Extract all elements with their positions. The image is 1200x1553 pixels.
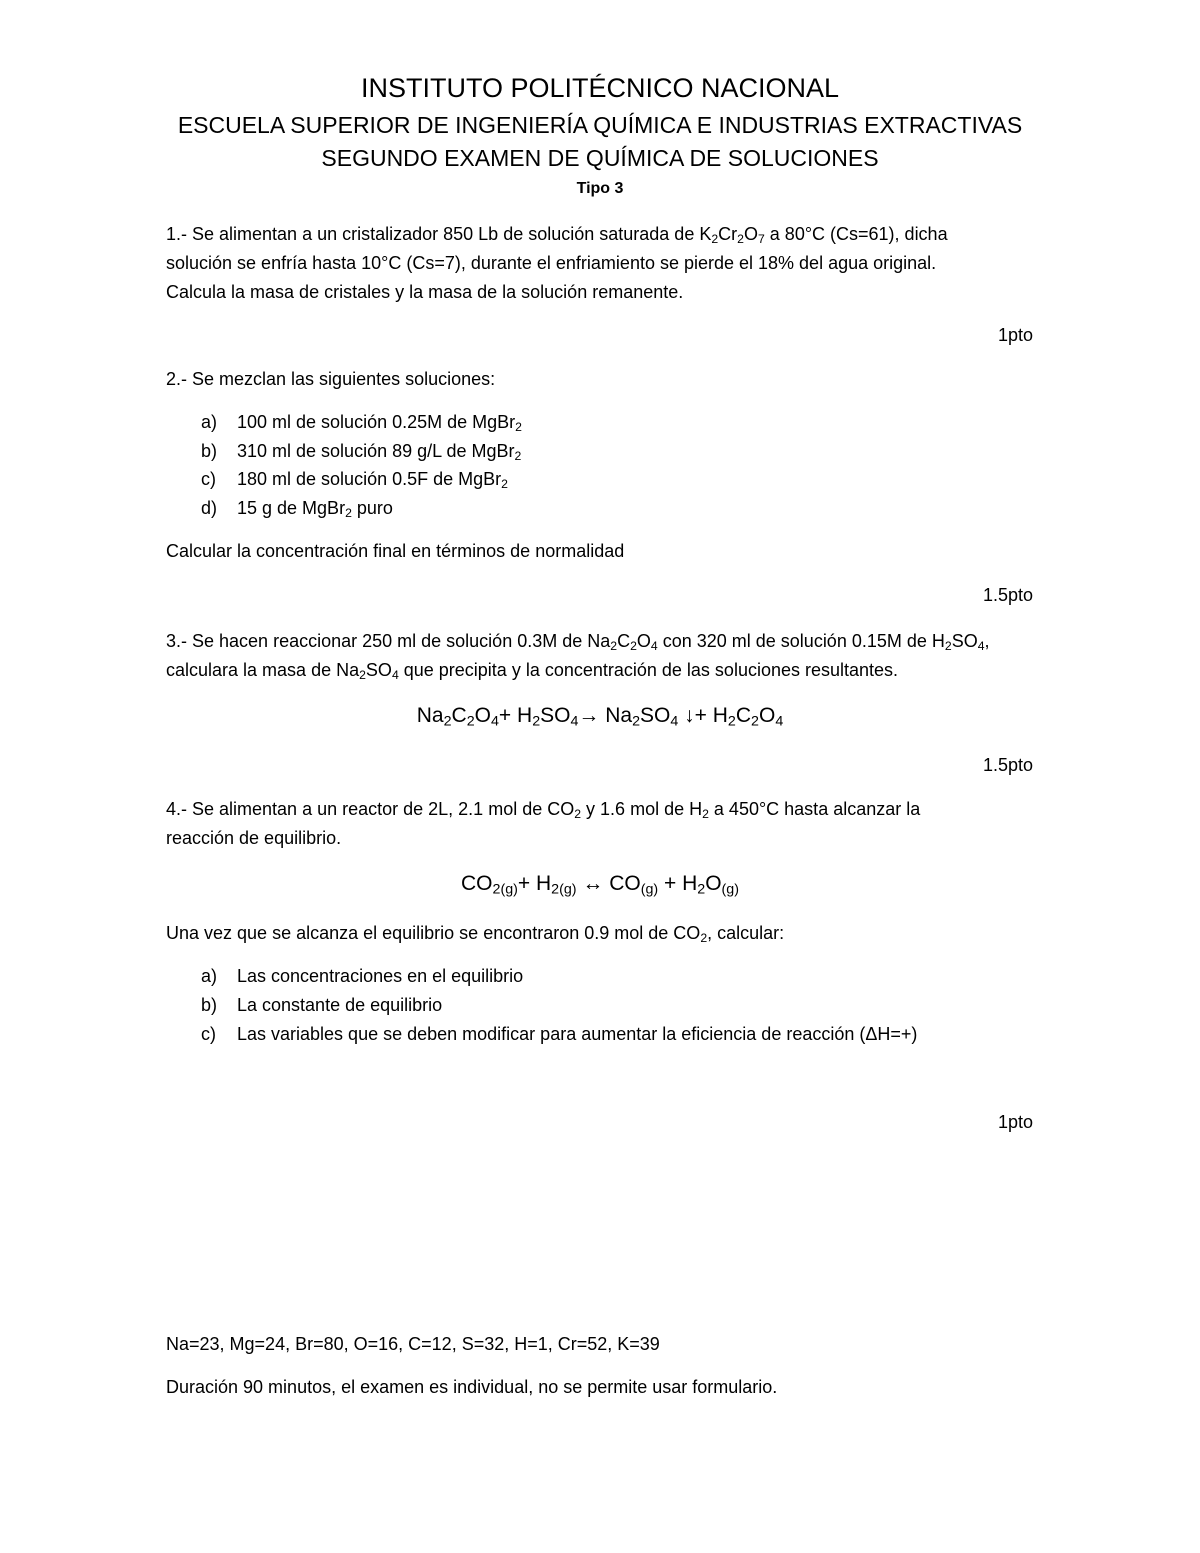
q4-ask: Una vez que se alcanza el equilibrio se encontraron 0.9 mol de $CO_2$, calcular: [166, 923, 785, 946]
q2-ask: Calcular la concentración final en términos de normalidad [166, 541, 625, 561]
atomic-masses: Na=23, Mg=24, Br=80, O=16, C=12, S=32, H=1, Cr=52, K=39 [166, 1334, 660, 1354]
q2-points: 1.5pto [982, 585, 1033, 605]
institution-title: INSTITUTO POLITÉCNICO NACIONAL [360, 73, 840, 103]
q4-points: 1pto [997, 1112, 1033, 1132]
exam-type: Tipo 3 [576, 180, 624, 197]
q2-item-b: b) 310 ml de solución 89 g/L de MgBr$_2$ [201, 441, 522, 464]
q1-line-2: solución se enfría hasta 10°C (Cs=7), durante el enfriamiento se pierde el 18% del agua original. [166, 253, 937, 273]
q4-item-c: c) Las variables que se deben modificar para aumentar la eficiencia de reacción (ΔH=+) [201, 1024, 918, 1044]
exam-duration-note: Duración 90 minutos, el examen es individual, no se permite usar formulario. [166, 1377, 778, 1397]
school-title: ESCUELA SUPERIOR DE INGENIERÍA QUÍMICA E INDUSTRIAS EXTRACTIVAS [177, 112, 1023, 138]
q4-line-2: reacción de equilibrio. [166, 828, 342, 848]
q1-points: 1pto [997, 325, 1033, 345]
q4-equation: $CO_{2(g)}+ H_{2(g)}$ ↔ $CO_{(g)} + H_2O_{(g)}$ [461, 872, 739, 898]
q2-item-a: a) 100 ml de solución 0.25M de MgBr$_2$ [201, 412, 522, 435]
q3-points: 1.5pto [982, 755, 1033, 775]
q4-item-a: a) Las concentraciones en el equilibrio [201, 966, 524, 986]
q3-equation: $Na_2C_2O_4+ H_2SO_4\to Na_2SO_4$ ↓+ $H_2C_2O_4$ [416, 704, 784, 730]
q2-item-c: c) 180 ml de solución 0.5F de MgBr$_2$ [201, 469, 508, 492]
q4-line-1: 4.- Se alimentan a un reactor de 2L, 2.1 mol de $CO_2$ y 1.6 mol de $H_2$ a 450°C hasta alcanzar la [166, 799, 921, 822]
q4-item-b: b) La constante de equilibrio [201, 995, 443, 1015]
q1-line-3: Calcula la masa de cristales y la masa de la solución remanente. [166, 282, 684, 302]
q3-line-2: calculara la masa de $Na_2SO_4$ que precipita y la concentración de las soluciones resultantes. [166, 660, 899, 683]
q3-line-1: 3.- Se hacen reaccionar 250 ml de solución 0.3M de $Na_2C_2O_4$ con 320 ml de solución 0.15M de $H_2SO_4$, [166, 631, 990, 654]
q2-intro: 2.- Se mezclan las siguientes soluciones: [166, 369, 496, 389]
q2-item-d: d) 15 g de MgBr$_2$ puro [201, 498, 393, 521]
q1-line-1: 1.- Se alimentan a un cristalizador 850 Lb de solución saturada de $K_2Cr_2O_7$ a 80°C (Cs=61), dicha [166, 224, 948, 247]
exam-title: SEGUNDO EXAMEN DE QUÍMICA DE SOLUCIONES [321, 145, 879, 171]
